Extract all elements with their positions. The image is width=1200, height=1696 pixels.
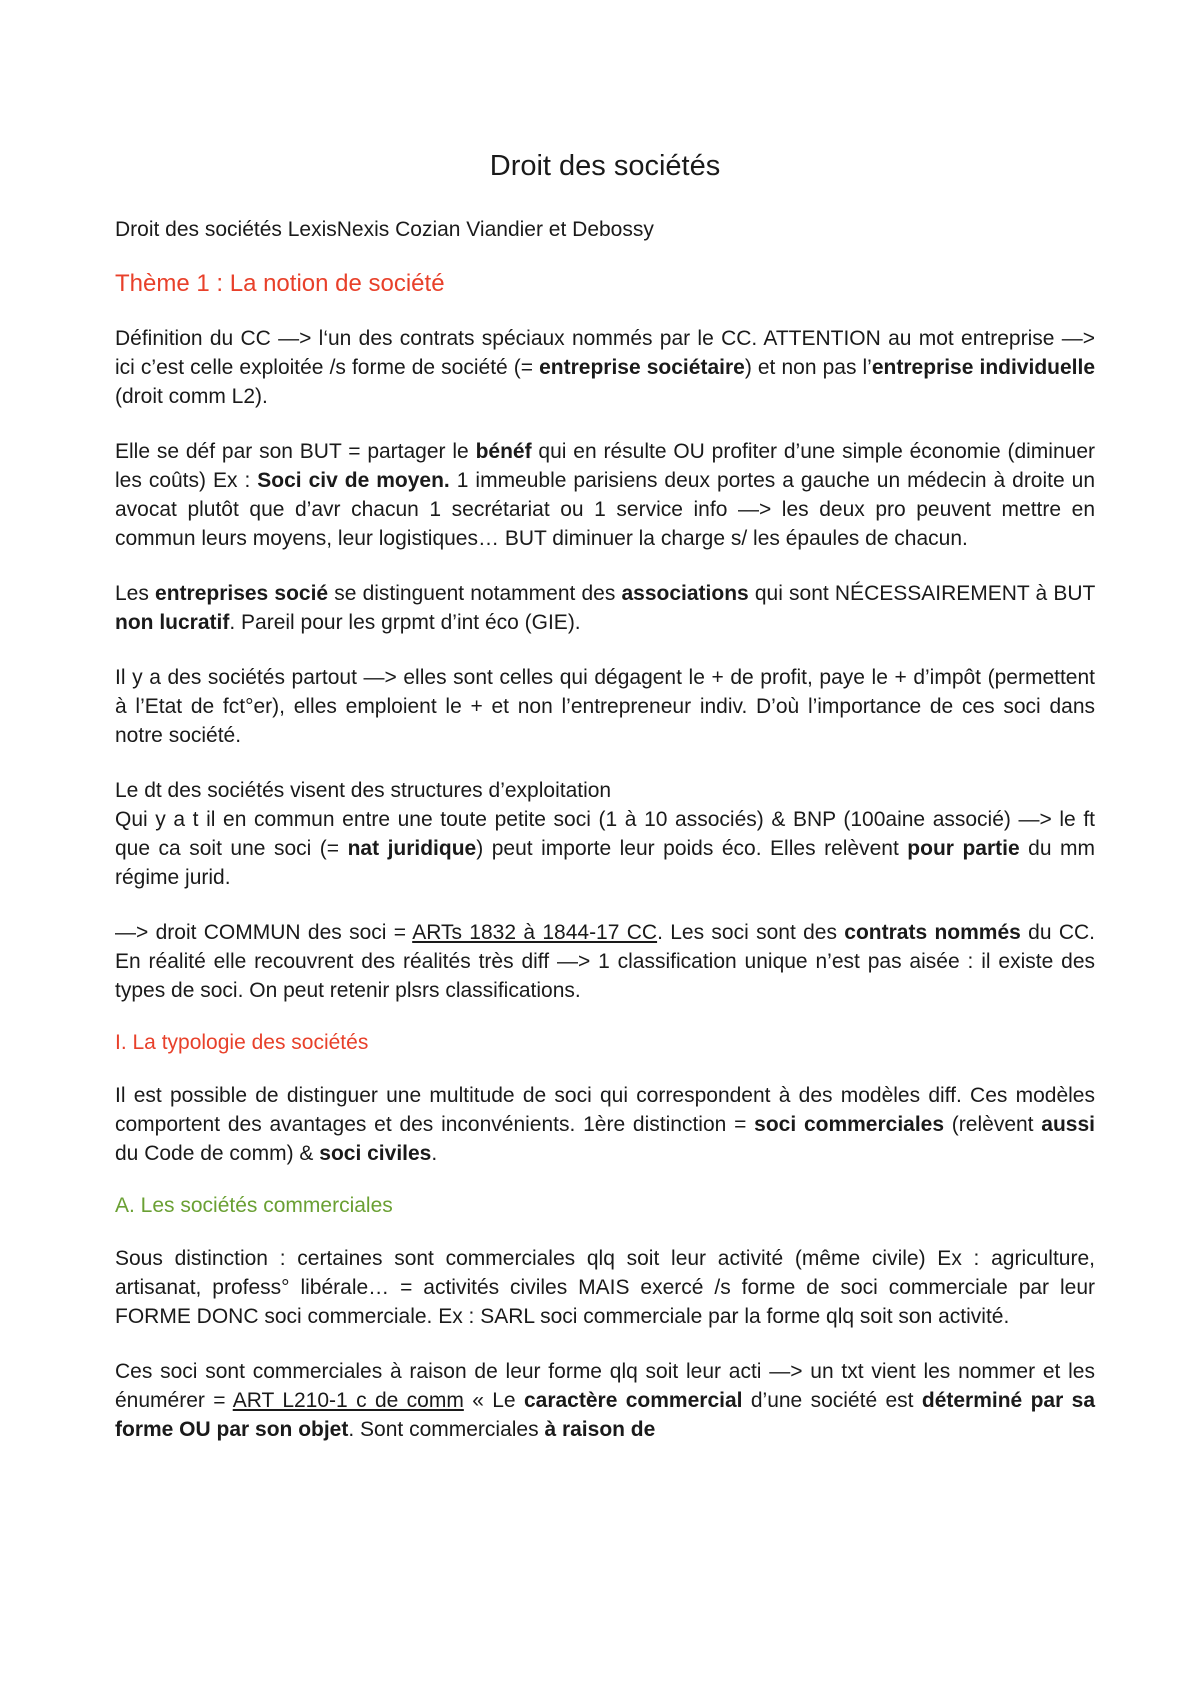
paragraph-definition: Définition du CC —> l‘un des contrats spéciaux nommés par le CC. ATTENTION au mot entreprise —> ici c’est celle exploitée /s forme de société (= entreprise sociétaire) et non pas l’entreprise individuelle (droit comm L2). <box>115 327 1096 408</box>
reference-line: Droit des sociétés LexisNexis Cozian Viandier et Debossy <box>115 218 654 241</box>
paragraph-distinction: Il est possible de distinguer une multitude de soci qui correspondent à des modèles diff. Ces modèles comportent des avantages et des inconvénients. 1ère distinction = soci commerciales (relèvent aussi du Code de comm) & soci civiles. <box>115 1084 1095 1165</box>
section-heading-typologie: I. La typologie des sociétés <box>115 1031 369 1054</box>
paragraph-but: Elle se déf par son BUT = partager le bénéf qui en résulte OU profiter d’une simple économie (diminuer les coûts) Ex : Soci civ de moyen. 1 immeuble parisiens deux portes a gauche un médecin à droite un avocat plutôt que d’avr chacun 1 secrétariat ou 1 service info —> les deux pro peuvent mettre en commun leurs moyens, leur logistiques… BUT diminuer la charge s/ les épaules de chacun. <box>115 440 1095 550</box>
paragraph-commun: Qui y a t il en commun entre une toute petite soci (1 à 10 associés) & BNP (100aine associé) —> le ft que ca soit une soci (= nat juridique) peut importe leur poids éco. Elles relèvent pour partie du mm régime jurid. <box>115 808 1096 889</box>
article-reference-cc: ARTs 1832 à 1844-17 CC <box>412 921 658 944</box>
paragraph-droit-commun: —> droit COMMUN des soci = ARTs 1832 à 1844-17 CC. Les soci sont des contrats nommés du CC. En réalité elle recouvrent des réalités très diff —> 1 classification unique n’est pas aisée : il existe des types de soci. On peut retenir plsrs classifications. <box>115 921 1096 1002</box>
theme-heading: Thème 1 : La notion de société <box>115 270 445 297</box>
document-title: Droit des sociétés <box>489 150 721 182</box>
subsection-heading-commerciales: A. Les sociétés commerciales <box>115 1194 393 1217</box>
paragraph-forme: Ces soci sont commerciales à raison de leur forme qlq soit leur acti —> un txt vient les nommer et les énumérer = ART L210-1 c de comm « Le caractère commercial d’une société est déterminé par sa forme OU par son objet. Sont commerciales à raison de <box>115 1360 1096 1441</box>
paragraph-structures-line: Le dt des sociétés visent des structures d’exploitation <box>115 779 612 802</box>
article-reference-comm: ART L210-1 c de comm <box>232 1389 464 1412</box>
paragraph-partout: Il y a des sociétés partout —> elles sont celles qui dégagent le + de profit, paye le + d’impôt (permettent à l’Etat de fct°er), elles emploient le + et non l’entrepreneur indiv. D’où l’importance de ces soci dans notre société. <box>115 666 1095 747</box>
document-content <box>115 150 1095 1444</box>
paragraph-associations: Les entreprises socié se distinguent notamment des associations qui sont NÉCESSAIREMENT à BUT non lucratif. Pareil pour les grpmt d’int éco (GIE). <box>115 582 1095 634</box>
paragraph-sous-distinction: Sous distinction : certaines sont commerciales qlq soit leur activité (même civile) Ex : agriculture, artisanat, profess° libérale… = activités civiles MAIS exercé /s forme de soci commerciale par leur FORME DONC soci commerciale. Ex : SARL soci commerciale par la forme qlq soit son activité. <box>115 1247 1095 1328</box>
